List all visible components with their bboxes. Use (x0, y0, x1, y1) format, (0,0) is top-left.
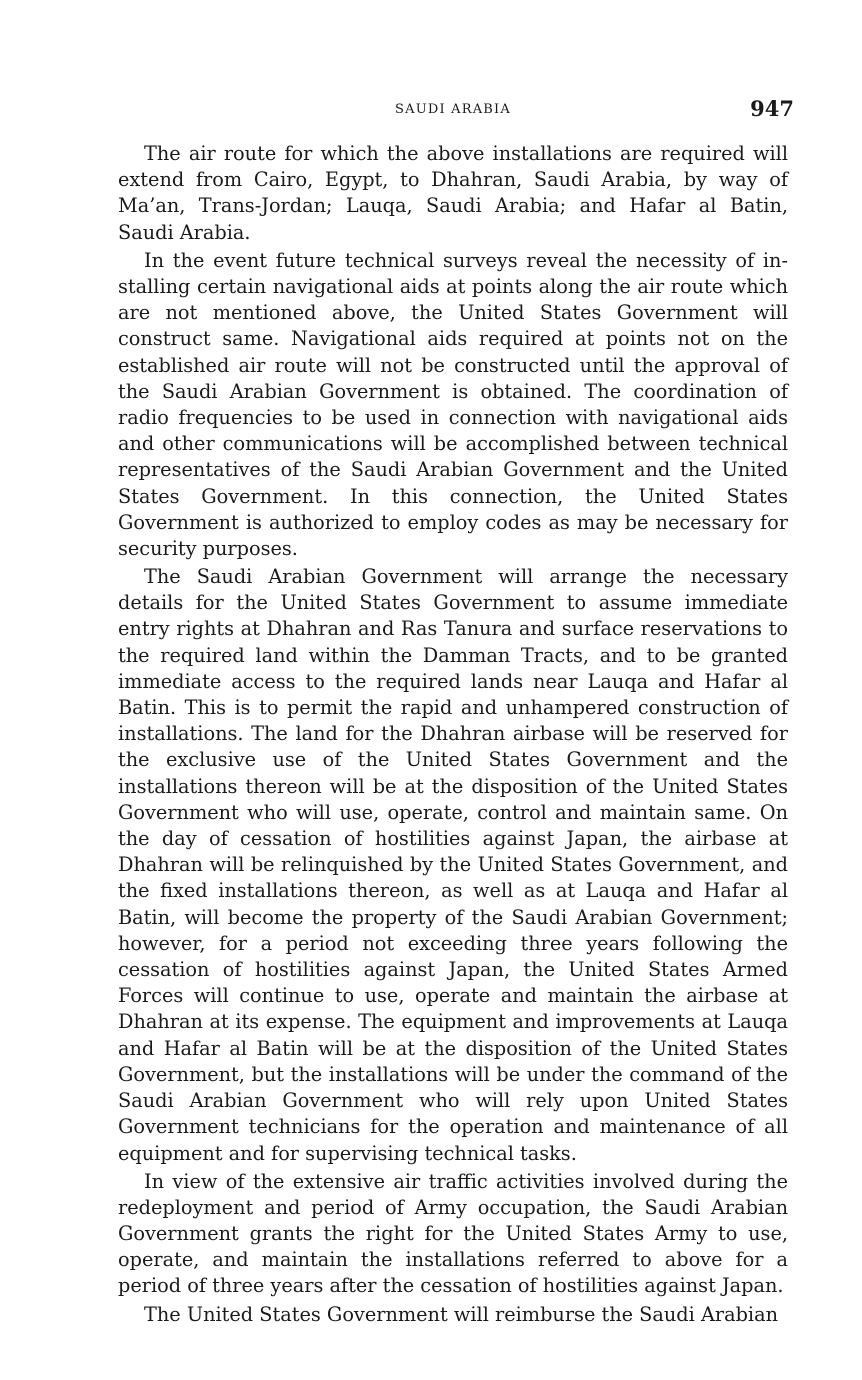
paragraph-redeployment: In view of the extensive air traffic activities involved during the redeployment and period of Army occupation, the Saudi Arabian Government grants the right for the United States Army to use, operate, and maintain the installations referred to above for a period of three years after the cessation of hostilities against Japan. (118, 1169, 788, 1298)
document-page (118, 0, 794, 1380)
running-header (118, 96, 794, 126)
paragraph-entry-rights: The Saudi Arabian Government will arrange the necessary details for the United States Government to assume immediate entry rights at Dhahran and Ras Tanura and surface reservations to the required land within the Damman Tracts, and to be granted immediate access to the required lands near Lauqa and Hafar al Batin. This is to permit the rapid and unhampered construction of installations. The land for the Dhahran airbase will be reserved for the exclusive use of the United States Government and the installations thereon will be at the disposition of the United States Government who will use, operate, control and maintain same. On the day of cessation of hostilities against Japan, the airbase at Dhahran will be relinquished by the United States Government, and the fixed installations thereon, as well as at Lauqa and Hafar al Batin, will become the property of the Saudi Arabian Government; however, for a period not exceeding three years following the cessation of hostilities against Japan, the United States Armed Forces will continue to use, operate and maintain the airbase at Dhahran at its expense. The equipment and improvements at Lauqa and Hafar al Batin will be at the disposition of the United States Government, but the installations will be under the command of the Saudi Arabian Government who will rely upon United States Government technicians for the operation and maintenance of all equipment and for supervising technical tasks. (118, 565, 788, 1165)
body-text (118, 141, 788, 1330)
paragraph-air-route: The air route for which the above installations are required will extend from Cairo, Egypt, to Dhahran, Saudi Arabia, by way of Ma’an, Trans-Jordan; Lauqa, Saudi Arabia; and Hafar al Batin, Saudi Arabia. (118, 142, 788, 244)
page-number: 947 (750, 96, 794, 121)
running-title: SAUDI ARABIA (395, 102, 511, 117)
paragraph-reimbursement: The United States Government will reimburse the Saudi Arabian (144, 1302, 779, 1326)
paragraph-navigational-aids: In the event future technical surveys reveal the necessity of installing certain navigational aids at points along the air route which are not mentioned above, the United States Government will construct same. Navigational aids required at points not on the established air route will not be constructed until the approval of the Saudi Arabian Government is obtained. The coordination of radio frequencies to be used in connection with navigational aids and other communications will be accomplished between technical representatives of the Saudi Arabian Government and the United States Government. In this connection, the United States Government is authorized to employ codes as may be necessary for security purposes. (118, 248, 788, 560)
